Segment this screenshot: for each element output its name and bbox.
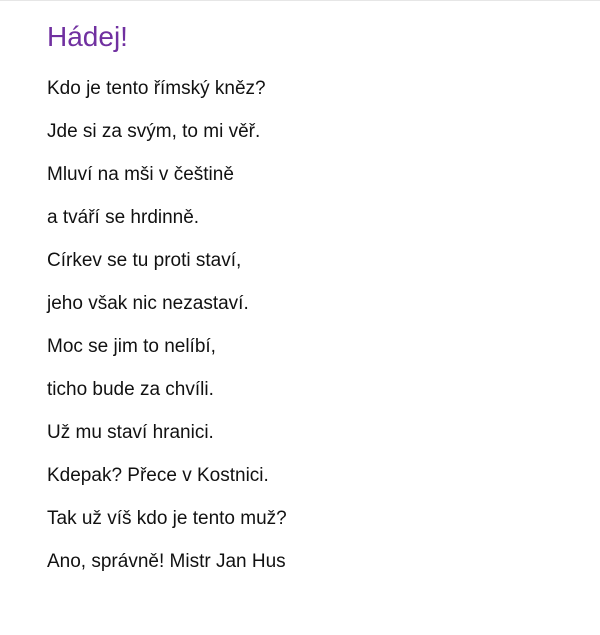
poem-line: jeho však nic nezastaví. [47,293,249,314]
poem-line: Moc se jim to nelíbí, [47,336,216,357]
poem-line: a tváří se hrdinně. [47,207,200,228]
poem-line: Jde si za svým, to mi věř. [47,121,261,142]
poem-line: Církev se tu proti staví, [47,250,242,271]
poem-line: Ano, správně! Mistr Jan Hus [47,551,286,572]
poem-line: ticho bude za chvíli. [47,379,214,400]
poem-line: Kdo je tento římský kněz? [47,78,266,99]
poem-line: Tak už víš kdo je tento muž? [47,508,287,529]
poem-line: Mluví na mši v češtině [47,164,234,185]
poem-lines [47,74,287,590]
poem-line: Už mu staví hranici. [47,422,214,443]
page-title: Hádej! [47,21,128,52]
poem-line: Kdepak? Přece v Kostnici. [47,465,269,486]
